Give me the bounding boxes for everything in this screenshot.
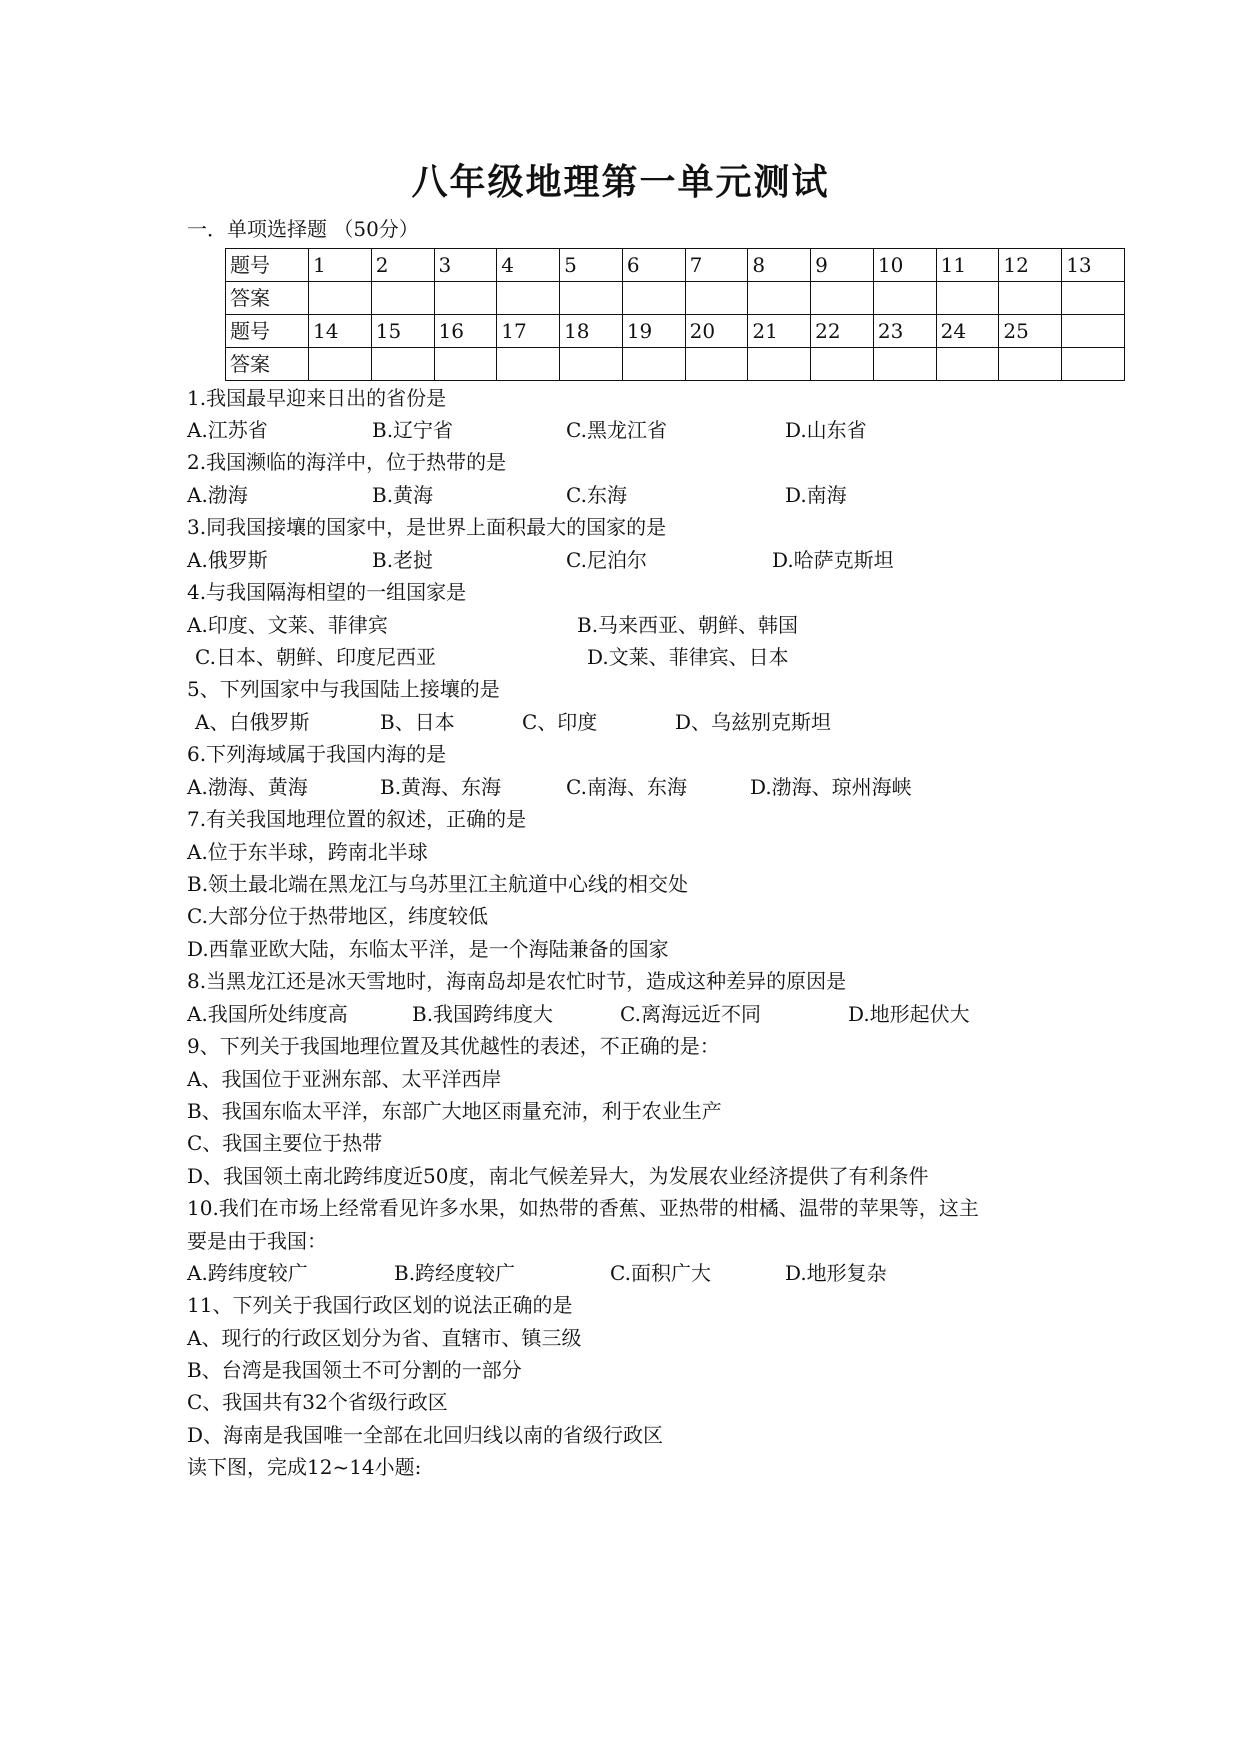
question-number-cell: 15 xyxy=(371,315,434,348)
answer-cell[interactable] xyxy=(497,282,560,315)
question-option: D、乌兹别克斯坦 xyxy=(675,710,832,734)
question-option: A.印度、文莱、菲律宾 xyxy=(187,613,388,637)
row-label-cell: 答案 xyxy=(226,348,309,381)
answer-cell[interactable] xyxy=(685,282,748,315)
question-stem: 1.我国最早迎来日出的省份是 xyxy=(187,386,447,410)
answer-cell[interactable] xyxy=(811,282,874,315)
question-number-cell: 9 xyxy=(811,249,874,282)
answer-cell[interactable] xyxy=(873,282,936,315)
question-option: A.跨纬度较广 xyxy=(187,1261,308,1285)
question-option: C、我国主要位于热带 xyxy=(187,1131,383,1155)
question-option: A.位于东半球，跨南北半球 xyxy=(187,840,428,864)
question-number-cell: 8 xyxy=(748,249,811,282)
question-option: B.我国跨纬度大 xyxy=(412,1002,554,1026)
answer-cell[interactable] xyxy=(434,348,497,381)
question-number-cell: 3 xyxy=(434,249,497,282)
table-row xyxy=(226,282,1125,315)
question-option: A、白俄罗斯 xyxy=(195,710,310,734)
question-option: A、我国位于亚洲东部、太平洋西岸 xyxy=(187,1067,502,1091)
answer-cell[interactable] xyxy=(309,348,372,381)
question-stem: 4.与我国隔海相望的一组国家是 xyxy=(187,580,467,604)
question-option: A.渤海 xyxy=(187,483,248,507)
question-option: D、我国领土南北跨纬度近50度，南北气候差异大，为发展农业经济提供了有利条件 xyxy=(187,1164,929,1188)
answer-sheet-table xyxy=(225,248,1125,381)
question-stem: 9、下列关于我国地理位置及其优越性的表述，不正确的是： xyxy=(187,1034,720,1058)
question-number-cell: 5 xyxy=(560,249,623,282)
question-option: D.西靠亚欧大陆，东临太平洋，是一个海陆兼备的国家 xyxy=(187,937,669,961)
question-option: C.面积广大 xyxy=(610,1261,711,1285)
question-stem: 11、下列关于我国行政区划的说法正确的是 xyxy=(187,1293,573,1317)
answer-cell[interactable] xyxy=(873,348,936,381)
page-title: 八年级地理第一单元测试 xyxy=(411,161,830,203)
answer-cell[interactable] xyxy=(309,282,372,315)
question-option: B.领土最北端在黑龙江与乌苏里江主航道中心线的相交处 xyxy=(187,872,689,896)
question-stem: 8.当黑龙江还是冰天雪地时，海南岛却是农忙时节，造成这种差异的原因是 xyxy=(187,969,847,993)
question-number-cell: 16 xyxy=(434,315,497,348)
question-option: A、现行的行政区划分为省、直辖市、镇三级 xyxy=(187,1326,582,1350)
question-option: A.渤海、黄海 xyxy=(187,775,308,799)
question-option: D.渤海、琼州海峡 xyxy=(750,775,912,799)
question-option: C.南海、东海 xyxy=(566,775,687,799)
answer-cell[interactable] xyxy=(371,348,434,381)
question-option: B、我国东临太平洋，东部广大地区雨量充沛，利于农业生产 xyxy=(187,1099,722,1123)
question-number-cell: 11 xyxy=(936,249,999,282)
question-option: B.跨经度较广 xyxy=(394,1261,516,1285)
question-option: D.山东省 xyxy=(785,418,867,442)
question-option: B、台湾是我国领土不可分割的一部分 xyxy=(187,1358,522,1382)
question-number-cell: 2 xyxy=(371,249,434,282)
question-option: B.黄海、东海 xyxy=(380,775,502,799)
answer-cell[interactable] xyxy=(999,348,1062,381)
question-stem: 2.我国濒临的海洋中，位于热带的是 xyxy=(187,450,507,474)
question-number-cell: 21 xyxy=(748,315,811,348)
question-number-cell xyxy=(1062,315,1125,348)
question-option: D.哈萨克斯坦 xyxy=(772,548,894,572)
answer-cell[interactable] xyxy=(622,348,685,381)
question-option: B.老挝 xyxy=(372,548,434,572)
question-number-cell: 19 xyxy=(622,315,685,348)
question-stem: 5、下列国家中与我国陆上接壤的是 xyxy=(187,677,500,701)
question-option: C、印度 xyxy=(522,710,598,734)
question-stem: 7.有关我国地理位置的叙述，正确的是 xyxy=(187,807,527,831)
question-number-cell: 1 xyxy=(309,249,372,282)
question-number-cell: 20 xyxy=(685,315,748,348)
question-stem: 6.下列海域属于我国内海的是 xyxy=(187,742,447,766)
section-heading: 一．单项选择题 （50分） xyxy=(187,217,419,241)
question-stem: 3.同我国接壤的国家中，是世界上面积最大的国家的是 xyxy=(187,515,667,539)
question-option: C.黑龙江省 xyxy=(566,418,667,442)
answer-cell[interactable] xyxy=(560,348,623,381)
question-stem-continued: 要是由于我国： xyxy=(187,1229,327,1253)
row-label-cell: 题号 xyxy=(226,249,309,282)
answer-cell[interactable] xyxy=(622,282,685,315)
question-number-cell: 12 xyxy=(999,249,1062,282)
answer-cell[interactable] xyxy=(999,282,1062,315)
question-option: B.辽宁省 xyxy=(372,418,454,442)
question-number-cell: 25 xyxy=(999,315,1062,348)
question-number-cell: 22 xyxy=(811,315,874,348)
question-option: D.地形复杂 xyxy=(785,1261,887,1285)
question-number-cell: 23 xyxy=(873,315,936,348)
question-number-cell: 24 xyxy=(936,315,999,348)
question-option: B.黄海 xyxy=(372,483,434,507)
question-number-cell: 18 xyxy=(560,315,623,348)
question-stem: 10.我们在市场上经常看见许多水果，如热带的香蕉、亚热带的柑橘、温带的苹果等，这主 xyxy=(187,1196,979,1220)
question-option: C、我国共有32个省级行政区 xyxy=(187,1390,448,1414)
table-row xyxy=(226,315,1125,348)
answer-cell[interactable] xyxy=(434,282,497,315)
answer-cell[interactable] xyxy=(1062,282,1125,315)
answer-cell[interactable] xyxy=(497,348,560,381)
question-number-cell: 10 xyxy=(873,249,936,282)
question-option: C.日本、朝鲜、印度尼西亚 xyxy=(195,645,436,669)
question-number-cell: 17 xyxy=(497,315,560,348)
answer-cell[interactable] xyxy=(560,282,623,315)
answer-cell[interactable] xyxy=(936,282,999,315)
table-row xyxy=(226,348,1125,381)
answer-cell[interactable] xyxy=(936,348,999,381)
answer-cell[interactable] xyxy=(748,348,811,381)
answer-cell[interactable] xyxy=(1062,348,1125,381)
question-option: D.地形起伏大 xyxy=(848,1002,970,1026)
question-option: C.离海远近不同 xyxy=(620,1002,761,1026)
question-option: C.大部分位于热带地区，纬度较低 xyxy=(187,904,488,928)
question-option: C.尼泊尔 xyxy=(566,548,647,572)
question-option: A.江苏省 xyxy=(187,418,268,442)
row-label-cell: 题号 xyxy=(226,315,309,348)
row-label-cell: 答案 xyxy=(226,282,309,315)
table-row xyxy=(226,249,1125,282)
question-option: A.我国所处纬度高 xyxy=(187,1002,348,1026)
question-option: B.马来西亚、朝鲜、韩国 xyxy=(577,613,799,637)
question-number-cell: 13 xyxy=(1062,249,1125,282)
question-option: B、日本 xyxy=(380,710,455,734)
map-reading-prompt: 读下图，完成12~14小题: xyxy=(187,1455,422,1479)
question-number-cell: 7 xyxy=(685,249,748,282)
question-option: D.文莱、菲律宾、日本 xyxy=(587,645,789,669)
answer-cell[interactable] xyxy=(685,348,748,381)
question-option: D、海南是我国唯一全部在北回归线以南的省级行政区 xyxy=(187,1423,664,1447)
question-number-cell: 6 xyxy=(622,249,685,282)
answer-cell[interactable] xyxy=(371,282,434,315)
answer-cell[interactable] xyxy=(811,348,874,381)
question-option: C.东海 xyxy=(566,483,627,507)
question-number-cell: 14 xyxy=(309,315,372,348)
question-number-cell: 4 xyxy=(497,249,560,282)
answer-cell[interactable] xyxy=(748,282,811,315)
question-option: A.俄罗斯 xyxy=(187,548,268,572)
question-option: D.南海 xyxy=(785,483,847,507)
